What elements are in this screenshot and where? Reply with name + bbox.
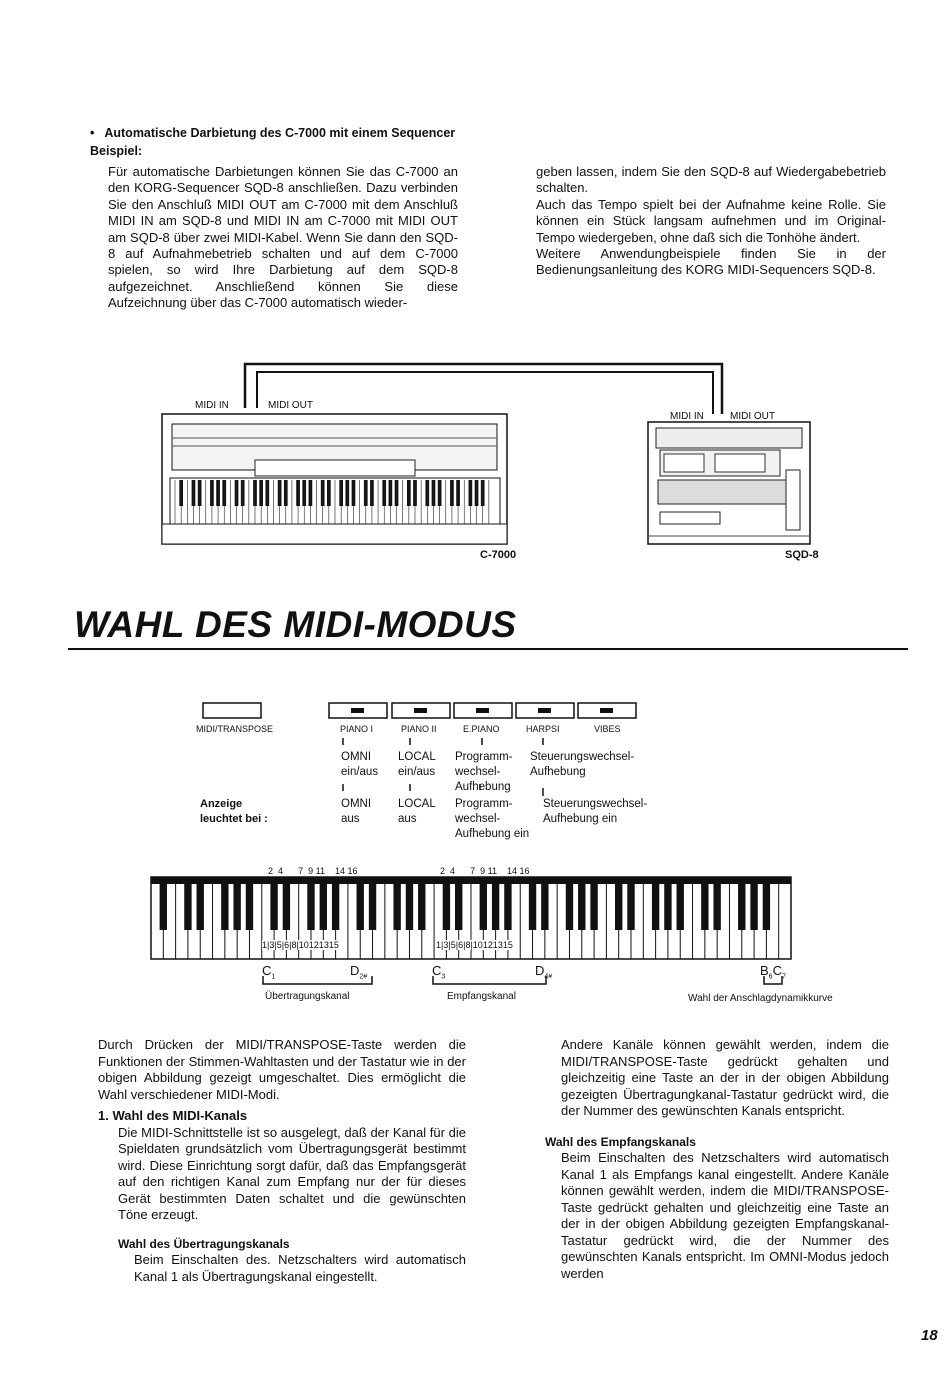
black-key: [307, 884, 314, 930]
black-key: [246, 884, 253, 930]
receive-channel-heading: Wahl des Empfangskanals: [545, 1134, 696, 1149]
n: 4: [278, 866, 284, 876]
top-right-paragraph-1: geben lassen, indem Sie den SQD-8 auf Wiedergabebetrieb schalten.: [536, 164, 886, 196]
local-1-state: ein/aus: [398, 766, 436, 778]
receive-channel-paragraph: Beim Einschalten des Netzschalters wird automatisch Kanal 1 als Empfangs kanal eingestellt. Andere Kanäle können gewählt werden, indem die MIDI/TRANSPOSE-Taste gedrückt gehalten und gleichzeitig eine Taste an der in der obigen Abbildung gezeigten Empfangskanal-Tastatur gedrückt wird, die der Nummer des gewünschten Kanals entspricht. Im OMNI-Modus jedoch werden: [561, 1150, 889, 1281]
local-1: LOCAL: [398, 751, 436, 763]
top-numbers-right: [440, 866, 530, 876]
vibes-label: VIBES: [594, 724, 621, 734]
black-key: [197, 884, 204, 930]
n: 7: [470, 866, 476, 876]
n: 2: [268, 866, 274, 876]
c7000-midi-in-label: MIDI IN: [195, 400, 229, 411]
omni-1-state: ein/aus: [341, 766, 379, 778]
black-key: [750, 884, 757, 930]
program-1: Programm-: [455, 751, 513, 763]
control-2: Steuerungswechsel-: [543, 798, 648, 810]
control-col-2: [543, 797, 647, 827]
sqd8-label: SQD-8: [785, 549, 819, 561]
black-key: [652, 884, 659, 930]
receive-channel-label: Empfangskanal: [447, 991, 516, 1002]
title-rule: [68, 648, 908, 650]
black-key: [701, 884, 708, 930]
n: 15: [502, 940, 513, 950]
n: 11: [487, 866, 497, 876]
program-1-b: wechsel-: [455, 766, 501, 778]
section-heading-text: Automatische Darbietung des C-7000 mit einem Sequencer: [104, 126, 456, 140]
transmit-channel-label: Übertragungskanal: [265, 991, 350, 1002]
section-heading: [90, 126, 455, 140]
top-left-paragraph: Für automatische Darbietungen können Sie das C-7000 an den KORG-Sequencer SQD-8 anschließen. Dazu verbinden Sie den Anschluß MIDI OUT am C-7000 mit dem Anschluß MIDI IN am SQD-8 und MIDI IN am C-7000 mit MIDI OUT am SQD-8 über zwei MIDI-Kabel. Wenn Sie dann den SQD-8 auf Aufnahmebetrieb schalten und auf dem C-7000 spielen, so wird Ihre Darbietung auf dem SQD-8 aufgezeichnet. Anschließend können Sie diese Aufzeichnung über das C-7000 automatisch wieder-: [108, 164, 458, 311]
black-key: [455, 884, 462, 930]
n: 3: [443, 940, 449, 950]
top-right-paragraph-3: Weitere Anwendungbeispiele finden Sie in der Bedienungsanleitung des KORG MIDI-Sequencers SQD-8.: [536, 246, 886, 278]
n: 13: [492, 940, 503, 950]
voice-button-led: [538, 708, 551, 713]
midi-channel-heading: 1. Wahl des MIDI-Kanals: [98, 1108, 248, 1123]
range-brackets: [260, 974, 800, 988]
black-key: [578, 884, 585, 930]
n: 15: [328, 940, 339, 950]
intro-paragraph: Durch Drücken der MIDI/TRANSPOSE-Taste werden die Funktionen der Stimmen-Wahltasten und der Tastatur wie in der obigen Abbildung gezeigt umgeschaltet. Dies ermöglicht die Wahl verschiedener MIDI-Modi.: [98, 1037, 466, 1102]
note-letter: D: [535, 963, 545, 978]
local-col: [398, 750, 436, 780]
n: 8: [465, 940, 471, 950]
note-letter: D: [350, 963, 360, 978]
n: 14: [506, 866, 517, 876]
n: 1: [262, 940, 268, 950]
page-number: 18: [921, 1327, 938, 1344]
c7000-label: C-7000: [480, 549, 517, 561]
black-key: [233, 884, 240, 930]
black-key: [320, 884, 327, 930]
local-2-state: aus: [398, 813, 417, 825]
black-key: [541, 884, 548, 930]
program-2: Programm-: [455, 798, 513, 810]
black-key: [713, 884, 720, 930]
velocity-curve-label: Wahl der Anschlagdynamikkurve: [688, 993, 833, 1004]
note-letter: C: [262, 963, 272, 978]
control-col: [530, 750, 634, 780]
sqd8-midi-out-label: MIDI OUT: [730, 411, 775, 422]
omni-2-state: aus: [341, 813, 360, 825]
program-2-b: wechsel-: [455, 813, 501, 825]
midi-transpose-label: MIDI/TRANSPOSE: [196, 724, 274, 734]
black-key: [492, 884, 499, 930]
program-col-2: [455, 797, 529, 842]
transmit-channel-paragraph: Beim Einschalten des. Netzschalters wird automatisch Kanal 1 als Übertragungskanal eingestellt.: [134, 1252, 466, 1284]
black-key: [283, 884, 290, 930]
sqd8-midi-in-label: MIDI IN: [670, 411, 704, 422]
midi-transpose-button: [203, 703, 261, 718]
black-key: [332, 884, 339, 930]
note-octave: 4#: [544, 973, 553, 981]
other-channels-paragraph: Andere Kanäle können gewählt werden, indem die MIDI/TRANSPOSE-Taste gedrückt gehalten und gleichzeitig eine Taste an der in der obigen Abbildung gezeigten Übertragungkanal-Tastatur gedrückt wird, die der Nummer des gewünschten Kanals entspricht.: [561, 1037, 889, 1118]
harpsi-label: HARPSI: [526, 724, 560, 734]
n: 4: [450, 866, 456, 876]
connection-diagram: [150, 358, 830, 558]
black-key: [504, 884, 511, 930]
voice-button-led: [600, 708, 613, 713]
black-key: [418, 884, 425, 930]
note-octave: 2#: [359, 973, 368, 981]
inner-numbers-right: 1|3|5|6|8|10121315: [436, 940, 513, 950]
control-1-b: Aufhebung: [530, 766, 586, 778]
e-piano-label: E.PIANO: [463, 724, 500, 734]
display-label-2: leuchtet bei :: [200, 813, 268, 825]
control-1: Steuerungswechsel-: [530, 751, 635, 763]
n: 12: [308, 940, 319, 950]
black-key: [184, 884, 191, 930]
bullet: •: [90, 126, 95, 140]
note-octave: 3: [441, 973, 446, 981]
note-octave: 7: [781, 973, 786, 981]
black-key: [443, 884, 450, 930]
n: 7: [298, 866, 304, 876]
note-octave: 6: [768, 973, 773, 981]
n: 3: [269, 940, 275, 950]
button-row: [196, 700, 646, 722]
piano-2-label: PIANO II: [401, 724, 437, 734]
voice-button-led: [351, 708, 364, 713]
black-key: [615, 884, 622, 930]
bottom-right-column: [545, 1037, 889, 1282]
note-octave: 1: [271, 973, 276, 981]
display-label-1: Anzeige: [200, 798, 243, 810]
voice-button-led: [476, 708, 489, 713]
omni-1: OMNI: [341, 751, 372, 763]
piano-1-label: PIANO I: [340, 724, 374, 734]
local-2: LOCAL: [398, 798, 436, 810]
example-label: Beispiel:: [90, 144, 143, 158]
note-letter: B: [760, 963, 769, 978]
n: 16: [519, 866, 530, 876]
n: 5: [450, 940, 456, 950]
n: 14: [334, 866, 345, 876]
program-1-c: Aufhebung: [455, 781, 511, 793]
black-key: [270, 884, 277, 930]
omni-col-2: [341, 797, 371, 827]
note-letter: C: [772, 963, 782, 978]
program-2-c: Aufhebung ein: [455, 828, 530, 840]
black-key: [393, 884, 400, 930]
n: 13: [318, 940, 329, 950]
black-key: [627, 884, 634, 930]
top-left-column: [108, 164, 458, 312]
n: 9: [480, 866, 486, 876]
program-col: [455, 750, 513, 795]
black-key: [369, 884, 376, 930]
top-right-paragraph-2: Auch das Tempo spielt bei der Aufnahme keine Rolle. Sie können ein Stück langsam aufnehmen und im Original-Tempo wiedergeben, ohne daß sich die Tonhöhe ändert.: [536, 196, 886, 245]
c7000-midi-out-label: MIDI OUT: [268, 400, 313, 411]
black-key: [590, 884, 597, 930]
black-key: [480, 884, 487, 930]
n: 6: [458, 940, 464, 950]
black-key: [160, 884, 167, 930]
black-key: [357, 884, 364, 930]
n: 12: [482, 940, 493, 950]
n: 1: [436, 940, 442, 950]
black-key: [566, 884, 573, 930]
voice-button-led: [414, 708, 427, 713]
black-key: [677, 884, 684, 930]
inner-numbers-left: 1|3|5|6|8|10121315: [262, 940, 339, 950]
omni-col: [341, 750, 378, 780]
top-right-column: [536, 164, 886, 279]
transmit-channel-heading: Wahl des Übertragungskanals: [118, 1236, 290, 1251]
n: 6: [284, 940, 290, 950]
bottom-left-column: [98, 1037, 466, 1285]
page-title: WAHL DES MIDI-MODUS: [74, 604, 517, 645]
local-col-2: [398, 797, 436, 827]
n: 8: [291, 940, 297, 950]
n: 10: [472, 940, 483, 950]
black-key: [529, 884, 536, 930]
n: 2: [440, 866, 446, 876]
black-key: [221, 884, 228, 930]
omni-2: OMNI: [341, 798, 372, 810]
display-label: [200, 797, 268, 827]
n: 10: [298, 940, 309, 950]
n: 5: [276, 940, 282, 950]
n: 11: [315, 866, 325, 876]
control-2-b: Aufhebung ein: [543, 813, 618, 825]
n: 16: [347, 866, 358, 876]
black-key: [738, 884, 745, 930]
black-key: [664, 884, 671, 930]
note-letter: C: [432, 963, 442, 978]
top-numbers-left: [268, 866, 358, 876]
midi-channel-paragraph: Die MIDI-Schnittstelle ist so ausgelegt, daß der Kanal für die Spieldaten grundsätzlich vom Übertragungsgerät bestimmt wird. Diese Einrichtung sorgt dafür, daß das Empfangsgerät auf den richtigen Kanal zum Empfang nur der für dieses Gerät bestimmten Daten schaltet und die gewünschten Töne erzeugt.: [118, 1124, 466, 1222]
black-key: [763, 884, 770, 930]
black-key: [406, 884, 413, 930]
n: 9: [308, 866, 314, 876]
